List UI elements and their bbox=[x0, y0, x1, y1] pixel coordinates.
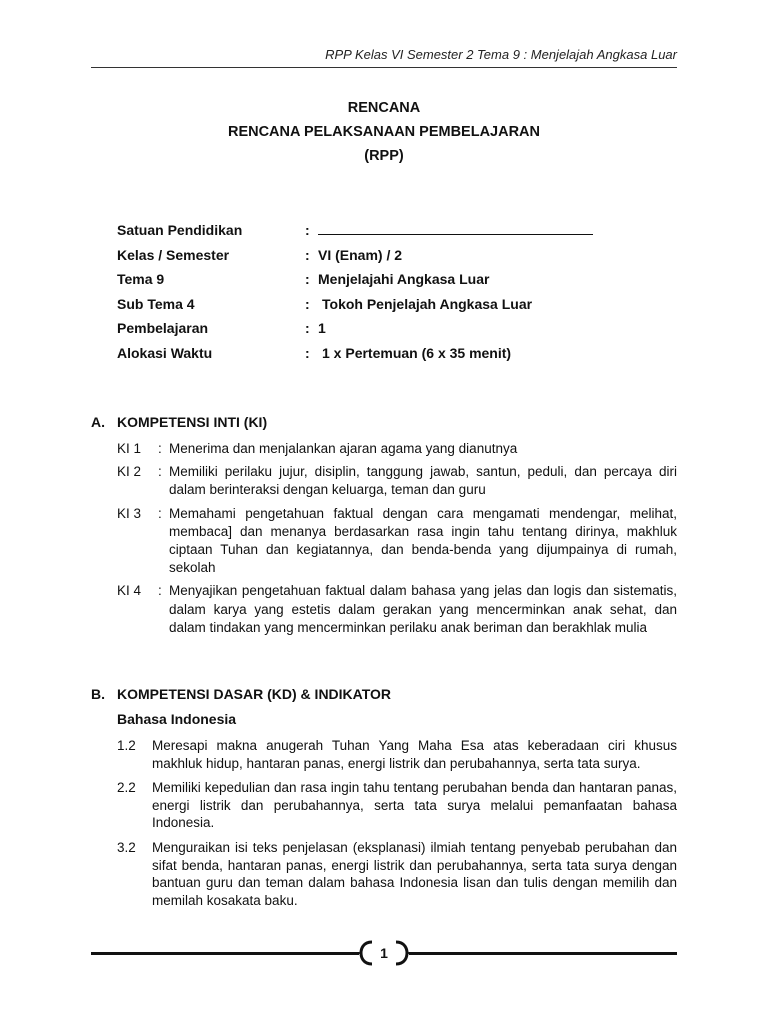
title-line-1: RENCANA bbox=[347, 100, 421, 116]
ki-code: KI 2 bbox=[117, 464, 142, 480]
kd-list bbox=[117, 737, 677, 916]
ki-list bbox=[117, 440, 677, 642]
list-item bbox=[117, 463, 677, 499]
section-letter: A. bbox=[91, 414, 105, 430]
list-item bbox=[117, 505, 677, 578]
ki-code: KI 3 bbox=[117, 505, 142, 521]
info-value: VI (Enam) / 2 bbox=[318, 246, 403, 263]
kd-number: 1.2 bbox=[117, 738, 136, 753]
info-label: Pembelajaran bbox=[117, 320, 209, 336]
section-title: KOMPETENSI INTI (KI) bbox=[117, 414, 268, 430]
ki-code: KI 1 bbox=[117, 441, 142, 456]
list-item bbox=[117, 839, 677, 909]
ki-text: Menerima dan menjalankan ajaran agama yang dianutnya bbox=[169, 441, 518, 456]
info-label: Tema 9 bbox=[117, 271, 165, 287]
info-label: Kelas / Semester bbox=[117, 246, 230, 263]
subject-heading: Bahasa Indonesia bbox=[117, 711, 237, 727]
section-letter: B. bbox=[91, 686, 105, 702]
ki-text: Memahami pengetahuan faktual dengan cara mengamati mendengar, melihat, membaca] dan menanya berdasarkan rasa ingin tahu tentang dirinya, makhluk ciptaan Tuhan dan kegiatannya, dan benda-benda yang dijumpainya di rumah, sekolah bbox=[169, 505, 677, 576]
info-colon: : bbox=[305, 344, 310, 361]
document-title bbox=[0, 99, 768, 171]
running-header: RPP Kelas VI Semester 2 Tema 9 : Menjelajah Angkasa Luar bbox=[325, 47, 677, 62]
list-item bbox=[117, 440, 677, 458]
info-colon: : bbox=[305, 271, 310, 287]
ki-text: Menyajikan pengetahuan faktual dalam bahasa yang jelas dan logis dan sistematis, dalam karya yang estetis dalam gerakan yang mencerminkan anak sehat, dan dalam tindakan yang mencerminkan perilaku anak beriman dan berakhlak mulia bbox=[169, 583, 677, 635]
list-item bbox=[117, 582, 677, 637]
section-b-heading bbox=[91, 685, 391, 703]
info-colon: : bbox=[305, 222, 310, 238]
info-value: Tokoh Penjelajah Angkasa Luar bbox=[322, 295, 533, 312]
ki-text: Memiliki perilaku jujur, disiplin, tanggung jawab, santun, peduli, dan percaya diri dalam berinteraksi dengan keluarga, teman dan guru bbox=[169, 464, 677, 498]
kd-text: Meresapi makna anugerah Tuhan Yang Maha Esa atas keberadaan ciri khusus makhluk hidup, hantaran panas, energi listrik dan perubahannya, serta tata surya. bbox=[152, 738, 677, 771]
list-item bbox=[117, 737, 677, 772]
footer-rule-left bbox=[91, 952, 359, 955]
kd-number: 2.2 bbox=[117, 780, 136, 796]
section-title: KOMPETENSI DASAR (KD) & INDIKATOR bbox=[117, 686, 392, 702]
title-line-2: RENCANA PELAKSANAAN PEMBELAJARAN bbox=[227, 124, 541, 140]
info-value-blank bbox=[318, 221, 593, 239]
title-line-3: (RPP) bbox=[364, 148, 404, 164]
ki-colon: : bbox=[158, 505, 162, 521]
ki-colon: : bbox=[158, 441, 162, 456]
footer-rule-right bbox=[409, 952, 677, 955]
info-colon: : bbox=[305, 246, 310, 263]
info-label: Sub Tema 4 bbox=[117, 295, 195, 312]
list-item bbox=[117, 779, 677, 832]
ki-code: KI 4 bbox=[117, 583, 142, 599]
kd-text: Menguraikan isi teks penjelasan (eksplanasi) ilmiah tentang penyebab perubahan dan sifat benda, hantaran panas, energi listrik dan perubahannya, serta tata surya dengan bantuan guru dan teman dalam bahasa Indonesia lisan dan tulis dengan memilih dan memilah kosakata baku. bbox=[152, 839, 677, 908]
page-number-badge bbox=[358, 940, 410, 966]
ki-colon: : bbox=[158, 464, 162, 480]
info-colon: : bbox=[305, 295, 310, 312]
info-value: Menjelajahi Angkasa Luar bbox=[318, 271, 490, 287]
kd-number: 3.2 bbox=[117, 839, 136, 855]
header-divider bbox=[91, 67, 677, 68]
info-value: 1 x Pertemuan (6 x 35 menit) bbox=[322, 344, 512, 361]
page-footer bbox=[91, 939, 677, 969]
section-a-heading bbox=[91, 413, 267, 431]
info-label: Alokasi Waktu bbox=[117, 344, 213, 361]
page-number: 1 bbox=[380, 945, 388, 961]
info-label: Satuan Pendidikan bbox=[117, 222, 243, 238]
info-value: 1 bbox=[318, 320, 326, 336]
ki-colon: : bbox=[158, 583, 162, 599]
info-colon: : bbox=[305, 320, 310, 336]
blank-fill-line bbox=[318, 222, 593, 235]
kd-text: Memiliki kepedulian dan rasa ingin tahu tentang perubahan benda dan hantaran panas, energi listrik dan perubahannya, serta tata surya melalui pemanfaatan bahasa Indonesia. bbox=[152, 780, 677, 831]
